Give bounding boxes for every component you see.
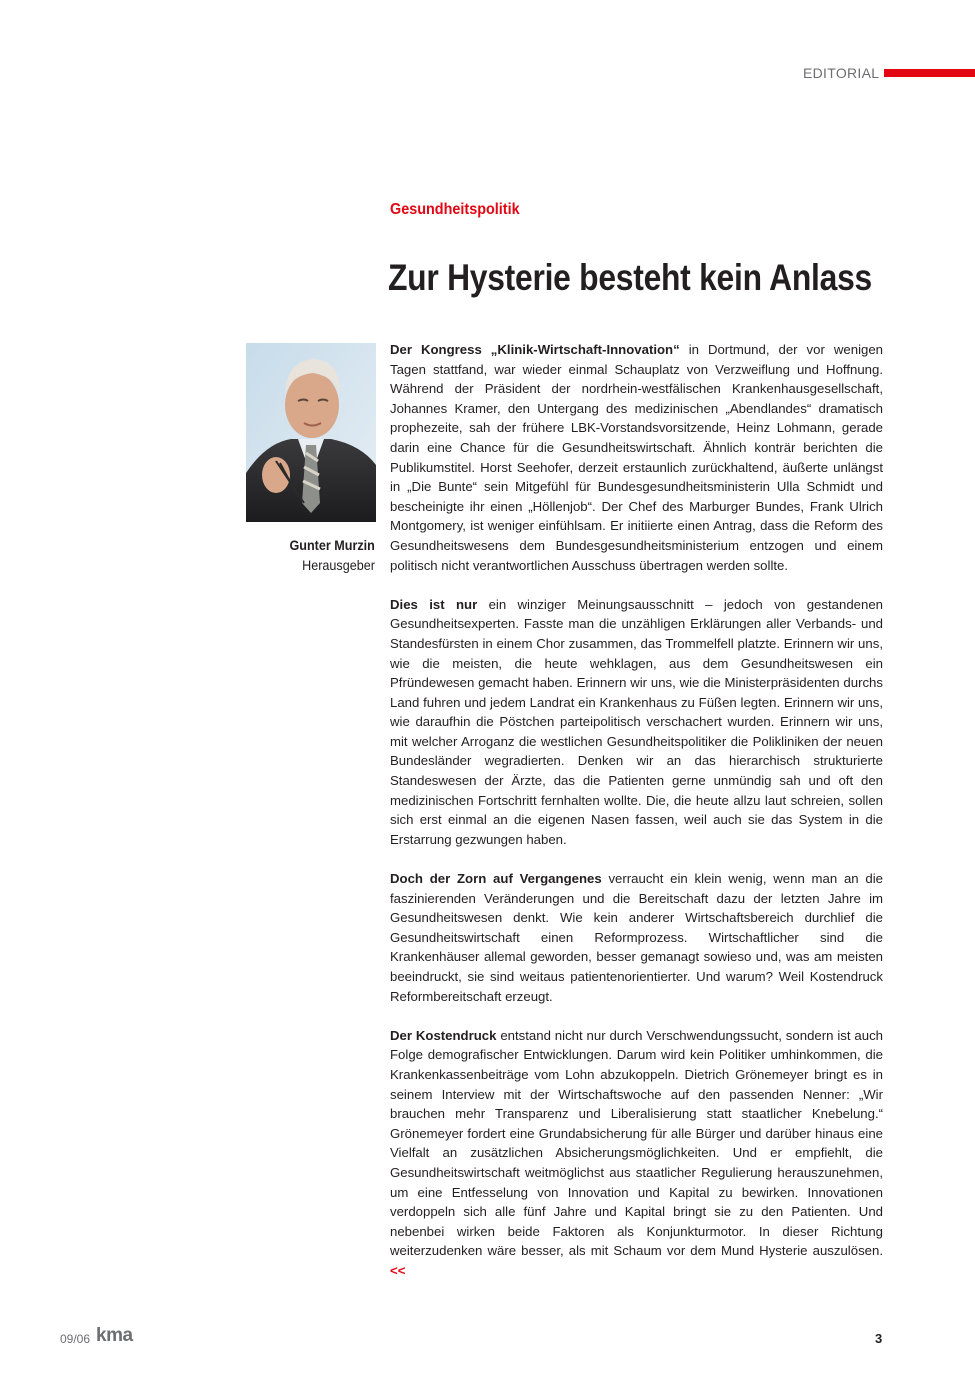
paragraph-4 xyxy=(390,1026,883,1281)
paragraph-1-text: in Dortmund, der vor wenigen Tagen stattfand, war wieder einmal Schauplatz von Verzweiflung und Hoffnung. Während der Präsident der nordrhein-westfälischen Krankenhausgesellschaft, Johannes Kramer, den Untergang des medizinischen „Abendlandes“ dramatisch prophezeite, sah der frühere LBK-Vorstandsvorsitzende, Heinz Lohmann, gerade darin eine Chance für die Gesundheitswirtschaft. Ähnlich konträr berichten die Publikumstitel. Horst Seehofer, derzeit erstaunlich zurückhaltend, äußerte unlängst in „Die Bunte“ sein Mitgefühl für Bundesgesundheitsministerin Ulla Schmidt und bescheinigte ihr einen „Höllenjob“. Der Chef des Marburger Bundes, Frank Ulrich Montgomery, ist weniger einfühlsam. Er initiierte einen Antrag, dass die Reform des Gesundheitswesens dem Bundesgesundheitsministerium entzogen und einem politisch nicht verantwortlichen Ausschuss übertragen werden sollte. xyxy=(390,342,883,573)
article-body xyxy=(390,340,883,1300)
section-label: EDITORIAL xyxy=(803,65,880,81)
section-accent-bar xyxy=(884,69,975,77)
paragraph-1-lead: Der Kongress „Klinik-Wirtschaft-Innovation“ xyxy=(390,342,680,357)
article-kicker: Gesundheitspolitik xyxy=(390,201,520,218)
article-title: Zur Hysterie besteht kein Anlass xyxy=(388,257,872,298)
paragraph-2 xyxy=(390,595,883,850)
author-portrait-photo xyxy=(246,343,376,522)
end-mark: << xyxy=(390,1262,406,1278)
author-name: Gunter Murzin xyxy=(289,537,375,553)
paragraph-3-text: verraucht ein klein wenig, wenn man an die faszinierenden Veränderungen und die Bereitschaft dazu der letzten Jahre im Gesundheitswesen denkt. Wie kein anderer Wirtschaftsbereich durchlief die Gesundheitswirtschaft einen Reformprozess. Wirtschaftlicher sind die Krankenhäuser allemal geworden, besser gemanagt sowieso und, was am meisten beeindruckt, sie sind weitaus patientenorientierter. Und warum? Weil Kostendruck Reformbereitschaft erzeugt. xyxy=(390,871,883,1004)
footer-page-number: 3 xyxy=(875,1331,883,1346)
footer-issue: 09/06 xyxy=(60,1332,91,1346)
footer-logo: kma xyxy=(96,1325,133,1346)
paragraph-2-text: ein winziger Meinungsausschnitt – jedoch von gestandenen Gesundheitsexperten. Fasste man die unzähligen Erklärungen aller Verbands- und Standesfürsten in einem Chor zusammen, das Trommelfell platzte. Erinnern wir uns, wie die meisten, die heute wehklagen, aus dem Gesundheitswesen ein Pfründewesen gemacht haben. Erinnern wir uns, wie die Ministerpräsidenten durchs Land fuhren und jedem Landrat ein Krankenhaus zu Füßen legten. Erinnern wir uns, wie daraufhin die Pöstchen parteipolitisch verschachert wurden. Erinnern wir uns, mit welcher Arroganz die westlichen Gesundheitspolitiker die Polikliniken der neuen Bundesländer wegradierten. Denken wir an das hierarchisch strukturierte Standeswesen der Ärzte, das die Patienten gerne unmündig sah und oft den medizinischen Fortschritt fernhalten wollte. Die, die heute allzu laut schreien, sollen sich erst einmal an die eigenen Nasen fassen, weil auch sie das System in die Erstarrung gezwungen haben. xyxy=(390,596,883,847)
paragraph-2-lead: Dies ist nur xyxy=(390,596,478,612)
paragraph-3 xyxy=(390,869,883,1006)
paragraph-4-lead: Der Kostendruck xyxy=(390,1027,497,1043)
paragraph-4-text: entstand nicht nur durch Verschwendungssucht, sondern ist auch Folge demografischer Entwicklungen. Darum wird kein Politiker umhinkommen, die Krankenkassenbeiträge vom Lohn abzukoppeln. Dietrich Grönemeyer bringt es in seinem Interview mit der Wirtschaftswoche auf den passenden Nenner: „Wir brauchen mehr Transparenz und Liberalisierung statt staatlicher Knebelung.“ Grönemeyer fordert eine Grundabsicherung für alle Bürger und darüber hinaus eine Vielfalt an zusätzlichen Absicherungsmöglichkeiten. Und er empfiehlt, die Gesundheitswirtschaft weitmöglichst aus staatlicher Regulierung herauszunehmen, um eine Entfesselung von Innovation und Kapital zu bewirken. Innovationen verdoppeln sich alle fünf Jahre und Kapital bringt sie zu den Patienten. Und nebenbei wirken beide Faktoren als Konjunkturmotor. In dieser Richtung weiterzudenken wäre besser, als mit Schaum vor dem Mund Hysterie auszulösen. xyxy=(390,1027,883,1259)
paragraph-1 xyxy=(390,340,883,575)
paragraph-3-lead: Doch der Zorn auf Vergangenes xyxy=(390,871,602,887)
author-role: Herausgeber xyxy=(302,557,375,573)
